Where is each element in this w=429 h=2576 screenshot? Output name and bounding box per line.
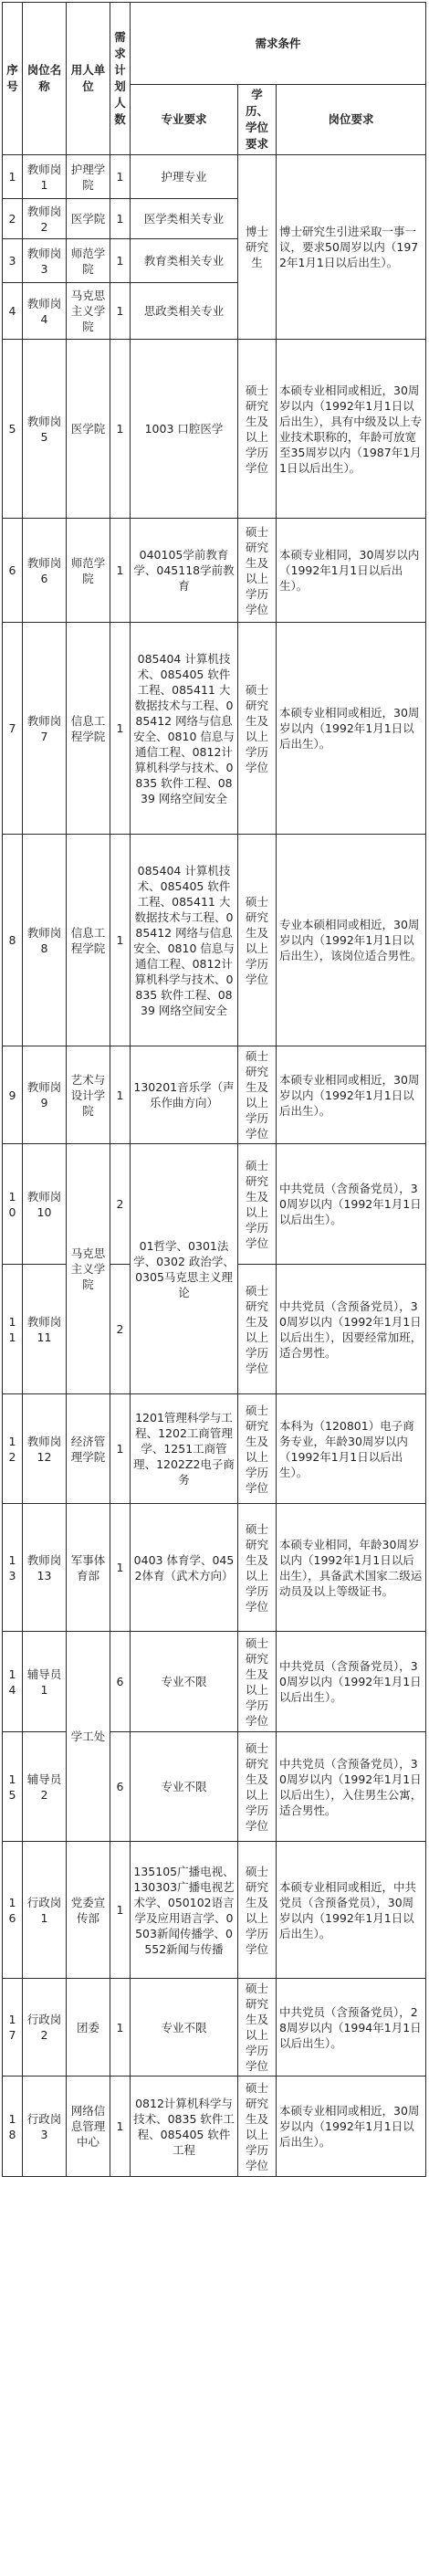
row-no: 6 xyxy=(3,519,23,623)
row-count: 1 xyxy=(110,1842,131,1979)
header-conditions: 需求条件 xyxy=(131,3,426,85)
row-no: 18 xyxy=(3,2077,23,2177)
row-count: 1 xyxy=(110,1046,131,1144)
row-major: 130201音乐学（声乐作曲方向） xyxy=(131,1046,238,1144)
row-req: 本硕专业相同或相近，30周岁以内（1992年1月1日以后出生）。 xyxy=(277,623,426,835)
row-degree: 硕士研究生及以上学历学位 xyxy=(238,519,277,623)
row-no: 12 xyxy=(3,1394,23,1504)
row-req: 中共党员（含预备党员），30周岁以内（1992年1月1日以后出生），入住男生公寓，适合男性。 xyxy=(277,1732,426,1842)
row-req: 中共党员（含预备党员），30周岁以内（1992年1月1日以后出生）。 xyxy=(277,1144,426,1265)
row-no: 3 xyxy=(3,239,23,283)
header-post-req: 岗位要求 xyxy=(277,85,426,155)
row-major: 专业不限 xyxy=(131,1632,238,1732)
row-count: 1 xyxy=(110,1979,131,2077)
row-degree: 硕士研究生及以上学历学位 xyxy=(238,1632,277,1732)
table-row xyxy=(3,1979,426,2077)
row-count: 2 xyxy=(110,1265,131,1394)
row-req: 专业本硕相同或相近，30周岁以内（1992年1月1日以后出生），该岗位适合男性。 xyxy=(277,835,426,1046)
row-major: 135105广播电视、130303广播电视艺术学、050102语言学及应用语言学、0503新闻传播学、0552新闻与传播 xyxy=(131,1842,238,1979)
row-degree: 硕士研究生及以上学历学位 xyxy=(238,623,277,835)
row-count: 1 xyxy=(110,199,131,239)
row-major: 0403 体育学、0452体育（武术方向） xyxy=(131,1504,238,1632)
row-req: 本硕专业相同或相近，30周岁以内（1992年1月1日以后出生）。 xyxy=(277,1046,426,1144)
row-count: 1 xyxy=(110,155,131,199)
row-unit: 信息工程学院 xyxy=(67,623,110,835)
row-count: 2 xyxy=(110,1144,131,1265)
row-count: 6 xyxy=(110,1632,131,1732)
row-post: 教师岗10 xyxy=(23,1144,67,1265)
row-unit: 军事体育部 xyxy=(67,1504,110,1632)
row-count: 1 xyxy=(110,519,131,623)
row-degree: 硕士研究生及以上学历学位 xyxy=(238,340,277,519)
header-count: 需求计划人数 xyxy=(110,3,131,155)
header-no: 序号 xyxy=(3,3,23,155)
row-req: 本科为（120801）电子商务专业，年龄30周岁以内（1992年1月1日以后出生）。 xyxy=(277,1394,426,1504)
row-unit: 医学院 xyxy=(67,340,110,519)
row-major: 085404 计算机技术、085405 软件工程、085411 大数据技术与工程、085412 网络与信息安全、0810 信息与通信工程、0812计算机科学与技术、0835 软件工程、0839 网络空间安全 xyxy=(131,835,238,1046)
row-no: 14 xyxy=(3,1632,23,1732)
row-count: 1 xyxy=(110,1394,131,1504)
row-count: 1 xyxy=(110,239,131,283)
row-no: 15 xyxy=(3,1732,23,1842)
table-row xyxy=(3,1046,426,1144)
row-unit: 护理学院 xyxy=(67,155,110,199)
table-row xyxy=(3,1394,426,1504)
row-req: 本硕专业相同或相近，30周岁以内（1992年1月1日以后出生），具有中级及以上专业技术职称的，年龄可放宽至35周岁以内（1987年1月1日以后出生）。 xyxy=(277,340,426,519)
row-no: 5 xyxy=(3,340,23,519)
table-row xyxy=(3,340,426,519)
row-unit: 师范学院 xyxy=(67,519,110,623)
row-post: 行政岗1 xyxy=(23,1842,67,1979)
merged-doctor-req: 博士研究生引进采取一事一议，要求50周岁以内（1972年1月1日以后出生）。 xyxy=(277,155,426,340)
row-post: 教师岗6 xyxy=(23,519,67,623)
row-no: 16 xyxy=(3,1842,23,1979)
row-req: 本硕专业相同或相近，30周岁以内（1992年1月1日以后出生）。 xyxy=(277,2077,426,2177)
row-post: 教师岗12 xyxy=(23,1394,67,1504)
row-post: 教师岗9 xyxy=(23,1046,67,1144)
table-row xyxy=(3,1504,426,1632)
table-row xyxy=(3,519,426,623)
row-unit: 马克思主义学院 xyxy=(67,283,110,340)
row-no: 1 xyxy=(3,155,23,199)
row-major: 医学类相关专业 xyxy=(131,199,238,239)
row-count: 1 xyxy=(110,623,131,835)
recruitment-table xyxy=(2,2,426,2177)
row-post: 行政岗2 xyxy=(23,1979,67,2077)
header-major: 专业要求 xyxy=(131,85,238,155)
row-major: 思政类相关专业 xyxy=(131,283,238,340)
row-req: 本硕专业相同，年龄30周岁以内（1992年1月1日以后出生），具备武术国家二级运动员及以上等级证书。 xyxy=(277,1504,426,1632)
row-no: 10 xyxy=(3,1144,23,1265)
row-no: 17 xyxy=(3,1979,23,2077)
row-post: 教师岗11 xyxy=(23,1265,67,1394)
row-unit: 党委宣传部 xyxy=(67,1842,110,1979)
row-degree: 硕士研究生及以上学历学位 xyxy=(238,1265,277,1394)
row-degree: 硕士研究生及以上学历学位 xyxy=(238,1394,277,1504)
table-row xyxy=(3,1144,426,1265)
row-degree: 硕士研究生及以上学历学位 xyxy=(238,1979,277,2077)
merged-doctor-degree: 博士研究生 xyxy=(238,155,277,340)
row-major: 040105学前教育学、045118学前教育 xyxy=(131,519,238,623)
row-major: 专业不限 xyxy=(131,1732,238,1842)
row-post: 辅导员2 xyxy=(23,1732,67,1842)
row-post: 教师岗5 xyxy=(23,340,67,519)
row-post: 教师岗4 xyxy=(23,283,67,340)
header-degree: 学历、学位要求 xyxy=(238,85,277,155)
row-degree: 硕士研究生及以上学历学位 xyxy=(238,835,277,1046)
row-major: 专业不限 xyxy=(131,1979,238,2077)
row-post: 教师岗7 xyxy=(23,623,67,835)
row-major: 085404 计算机技术、085405 软件工程、085411 大数据技术与工程、085412 网络与信息安全、0810 信息与通信工程、0812计算机科学与技术、0835 软件工程、0839 网络空间安全 xyxy=(131,623,238,835)
row-req: 中共党员（含预备党员），30周岁以内（1992年1月1日以后出生），因要经常加班，适合男性。 xyxy=(277,1265,426,1394)
row-req: 本硕专业相同，30周岁以内（1992年1月1日以后出生）。 xyxy=(277,519,426,623)
row-no: 11 xyxy=(3,1265,23,1394)
table-row xyxy=(3,1842,426,1979)
row-major: 1003 口腔医学 xyxy=(131,340,238,519)
row-major: 0812计算机科学与技术、0835 软件工程、085405 软件工程 xyxy=(131,2077,238,2177)
row-no: 2 xyxy=(3,199,23,239)
row-req: 中共党员（含预备党员），28周岁以内（1994年1月1日以后出生）。 xyxy=(277,1979,426,2077)
row-major: 护理专业 xyxy=(131,155,238,199)
merged-marx-unit: 马克思主义学院 xyxy=(67,1144,110,1394)
merged-marx-major: 01哲学、0301法学、0302 政治学、0305马克思主义理论 xyxy=(131,1144,238,1394)
row-post: 教师岗1 xyxy=(23,155,67,199)
row-degree: 硕士研究生及以上学历学位 xyxy=(238,2077,277,2177)
row-count: 1 xyxy=(110,2077,131,2177)
row-post: 行政岗3 xyxy=(23,2077,67,2177)
row-post: 教师岗2 xyxy=(23,199,67,239)
row-post: 教师岗3 xyxy=(23,239,67,283)
row-degree: 硕士研究生及以上学历学位 xyxy=(238,1842,277,1979)
row-major: 1201管理科学与工程、1202工商管理学、1251工商管理、1202Z2电子商务 xyxy=(131,1394,238,1504)
row-post: 辅导员1 xyxy=(23,1632,67,1732)
row-unit: 医学院 xyxy=(67,199,110,239)
row-no: 7 xyxy=(3,623,23,835)
header-unit: 用人单位 xyxy=(67,3,110,155)
row-post: 教师岗13 xyxy=(23,1504,67,1632)
row-count: 6 xyxy=(110,1732,131,1842)
merged-student-unit: 学工处 xyxy=(67,1632,110,1842)
row-no: 4 xyxy=(3,283,23,340)
row-degree: 硕士研究生及以上学历学位 xyxy=(238,1732,277,1842)
row-degree: 硕士研究生及以上学历学位 xyxy=(238,1046,277,1144)
row-unit: 艺术与设计学院 xyxy=(67,1046,110,1144)
row-no: 13 xyxy=(3,1504,23,1632)
row-count: 1 xyxy=(110,1504,131,1632)
header-row-1 xyxy=(3,3,426,85)
row-degree: 硕士研究生及以上学历学位 xyxy=(238,1504,277,1632)
row-count: 1 xyxy=(110,283,131,340)
row-unit: 经济管理学院 xyxy=(67,1394,110,1504)
row-unit: 团委 xyxy=(67,1979,110,2077)
table-row xyxy=(3,623,426,835)
row-req: 中共党员（含预备党员），30周岁以内（1992年1月1日以后出生）。 xyxy=(277,1632,426,1732)
table-row xyxy=(3,2077,426,2177)
row-unit: 师范学院 xyxy=(67,239,110,283)
row-unit: 信息工程学院 xyxy=(67,835,110,1046)
row-count: 1 xyxy=(110,340,131,519)
row-no: 8 xyxy=(3,835,23,1046)
table-row xyxy=(3,1732,426,1842)
table-row xyxy=(3,1632,426,1732)
table-row xyxy=(3,155,426,199)
row-degree: 硕士研究生及以上学历学位 xyxy=(238,1144,277,1265)
row-req: 本硕专业相同或相近，中共党员（含预备党员），30周岁以内（1992年1月1日以后出生）。 xyxy=(277,1842,426,1979)
row-major: 教育类相关专业 xyxy=(131,239,238,283)
row-no: 9 xyxy=(3,1046,23,1144)
row-count: 1 xyxy=(110,835,131,1046)
row-unit: 网络信息管理中心 xyxy=(67,2077,110,2177)
header-post: 岗位名称 xyxy=(23,3,67,155)
table-row xyxy=(3,835,426,1046)
row-post: 教师岗8 xyxy=(23,835,67,1046)
